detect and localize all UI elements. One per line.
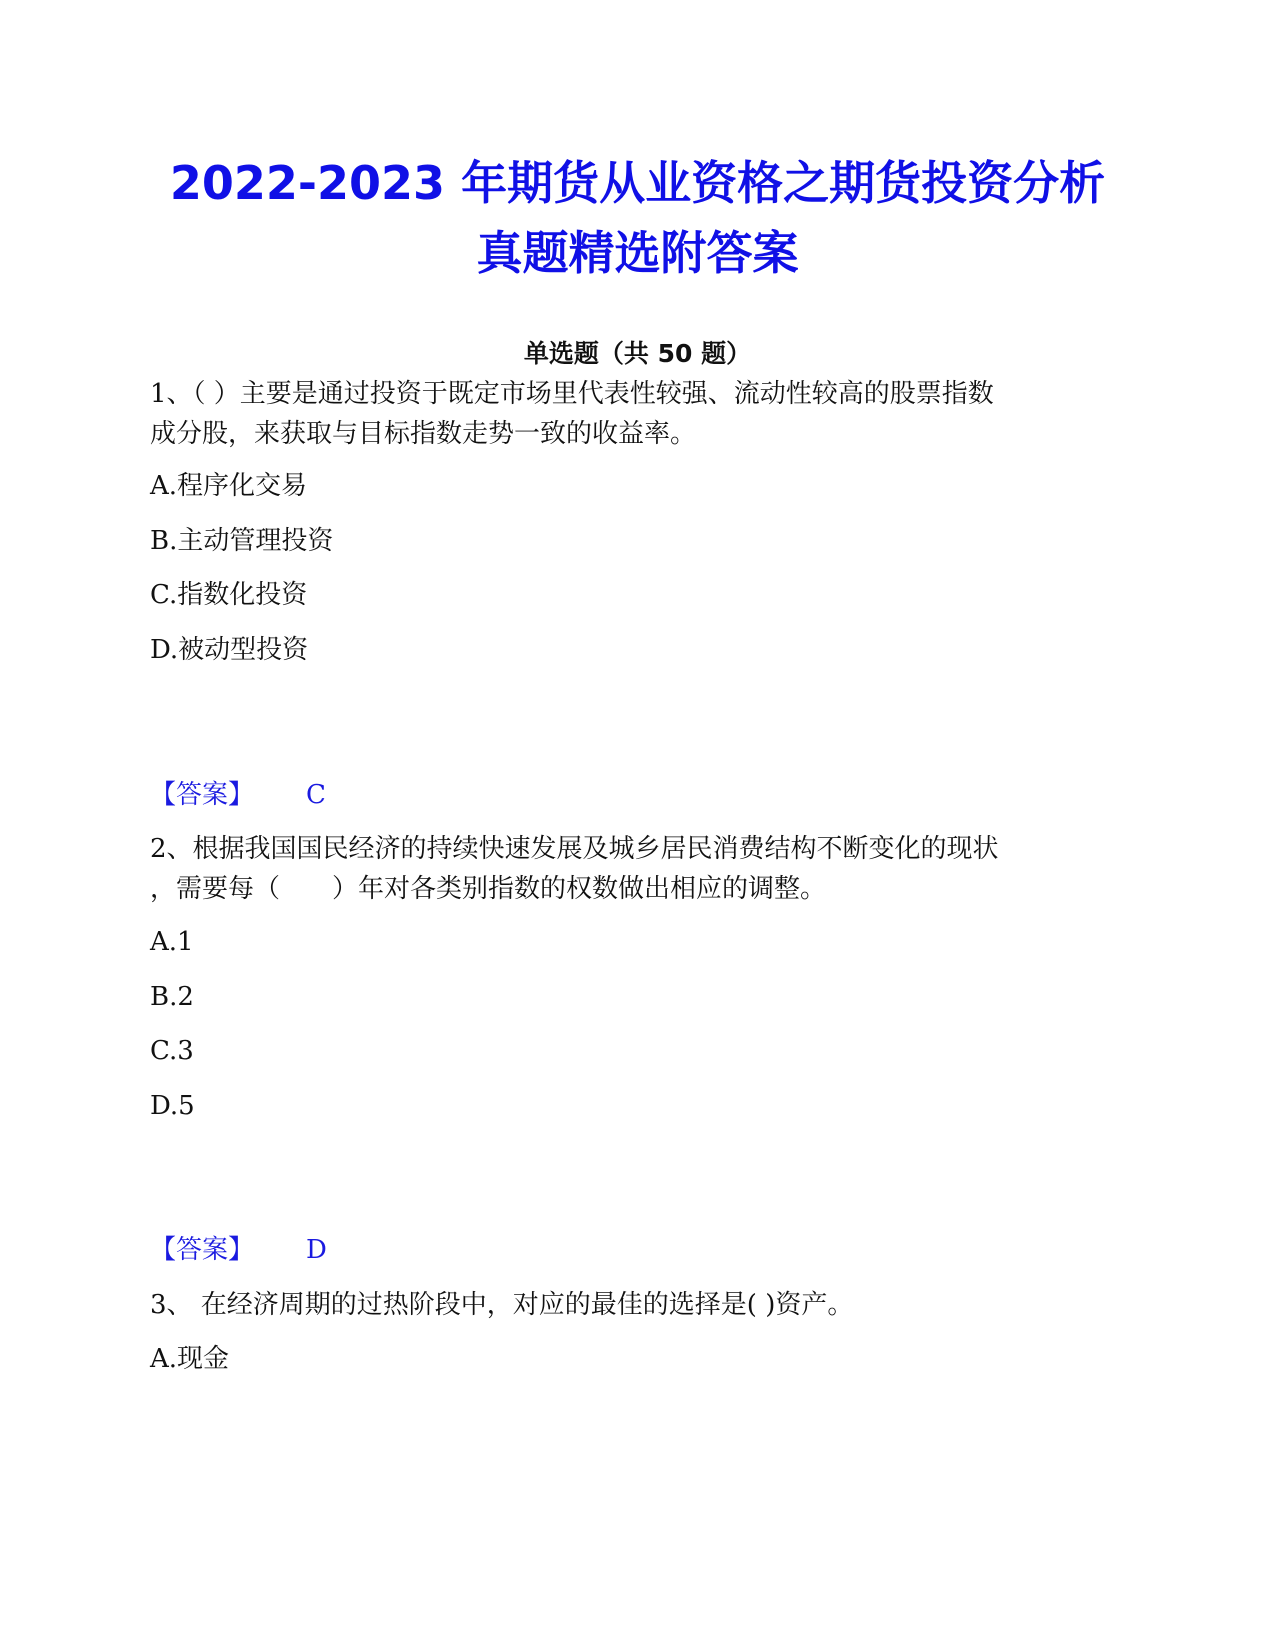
question-1-stem-line-1: 1、（ ）主要是通过投资于既定市场里代表性较强、流动性较高的股票指数 (150, 379, 994, 409)
question-2-stem (150, 829, 1110, 909)
question-1-stem (150, 374, 1110, 454)
question-3-option-a: A.现金 (150, 1344, 230, 1374)
answer-label: 【答案】 (150, 780, 255, 810)
question-1-stem-line-2: 成分股，来获取与目标指数走势一致的收益率。 (150, 419, 697, 449)
question-3-stem (150, 1285, 1110, 1325)
question-2-option-d: D.5 (150, 1091, 195, 1121)
title-line-2: 真题精选附答案 (476, 226, 799, 280)
question-1-option-a: A.程序化交易 (150, 471, 308, 501)
answer-value: C (306, 780, 326, 810)
question-3-stem-line-1: 3、 在经济周期的过热阶段中，对应的最佳的选择是( )资产。 (150, 1290, 854, 1320)
answer-value: D (306, 1235, 327, 1265)
question-1-answer (150, 776, 326, 814)
question-2-answer (150, 1231, 327, 1269)
question-2-option-a: A.1 (150, 927, 194, 957)
section-heading: 单选题（共 50 题） (523, 339, 752, 368)
question-2-option-c: C.3 (150, 1036, 194, 1066)
question-1-option-d: D.被动型投资 (150, 635, 309, 665)
question-2-stem-line-1: 2、根据我国国民经济的持续快速发展及城乡居民消费结构不断变化的现状 (150, 834, 999, 864)
question-2-stem-line-2: ，需要每（ ）年对各类别指数的权数做出相应的调整。 (150, 874, 827, 904)
question-1-option-c: C.指数化投资 (150, 580, 308, 610)
document-title (0, 148, 1275, 288)
question-2-option-b: B.2 (150, 982, 194, 1012)
title-line-1: 2022-2023 年期货从业资格之期货投资分析 (169, 156, 1106, 210)
answer-label: 【答案】 (150, 1235, 255, 1265)
question-1-option-b: B.主动管理投资 (150, 526, 334, 556)
